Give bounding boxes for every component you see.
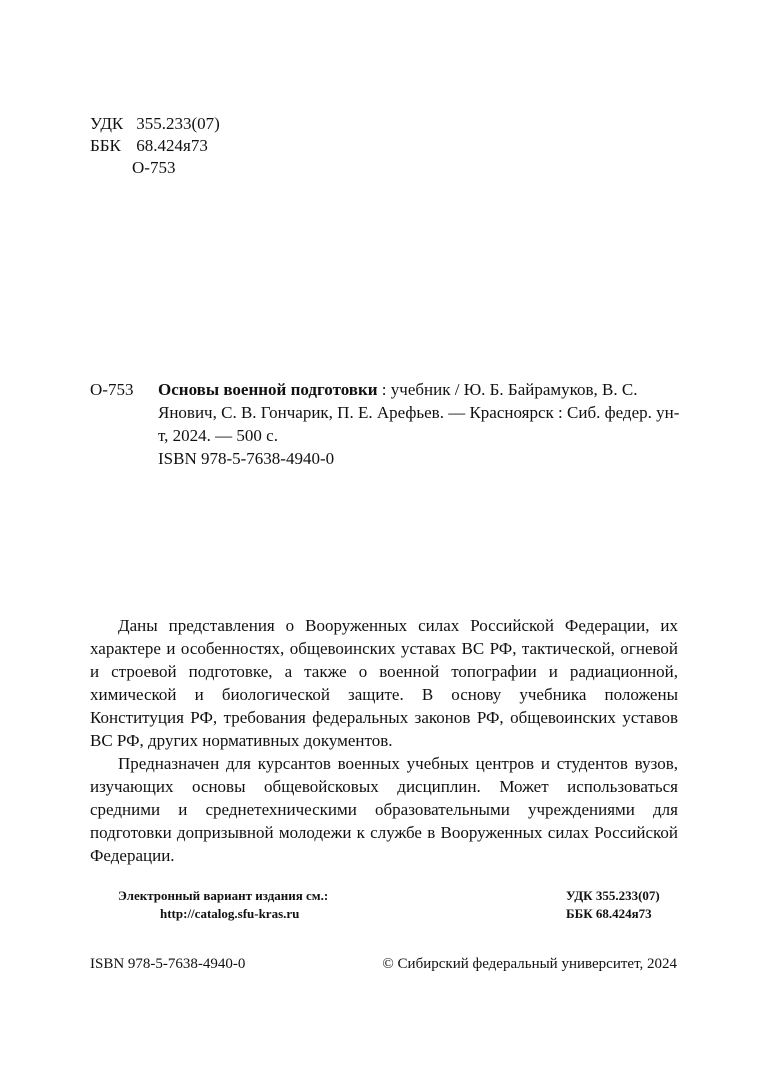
electronic-version-url[interactable]: http://catalog.sfu-kras.ru bbox=[160, 906, 300, 921]
abstract-paragraph-2: Предназначен для курсантов военных учебных центров и студентов вузов, изучающих основы общевойсковых дисциплин. Может использоваться средними и среднетехническими образовательными учреждениями для подготовки допризывной молодежи к службе в Вооруженных силах Российской Федерации. bbox=[90, 754, 678, 865]
bbk-repeat: ББК 68.424я73 bbox=[566, 906, 652, 921]
bib-description bbox=[158, 378, 680, 447]
abstract bbox=[90, 614, 678, 867]
udk-value: 355.233(07) bbox=[136, 114, 220, 133]
bbk-label: ББК bbox=[90, 136, 121, 155]
bib-code: О-753 bbox=[90, 380, 134, 399]
bib-details: : учебник / Ю. Б. Байрамуков, В. С. Янович, С. В. Гончарик, П. Е. Арефьев. — Красноярск : Сиб. федер. ун-т, 2024. — 500 с. bbox=[158, 380, 680, 445]
udk-repeat: УДК 355.233(07) bbox=[566, 888, 660, 903]
author-mark: О-753 bbox=[132, 158, 176, 177]
footer-isbn: ISBN 978-5-7638-4940-0 bbox=[90, 956, 246, 972]
footer-copyright: © Сибирский федеральный университет, 2024 bbox=[382, 956, 677, 972]
electronic-version-label: Электронный вариант издания см.: bbox=[118, 888, 329, 903]
bbk-line bbox=[90, 135, 208, 157]
udk-line bbox=[90, 113, 220, 135]
book-title: Основы военной подготовки bbox=[158, 380, 378, 399]
bbk-value: 68.424я73 bbox=[136, 136, 208, 155]
bibliographic-record bbox=[90, 378, 680, 470]
udk-label: УДК bbox=[90, 114, 124, 133]
bib-isbn: ISBN 978-5-7638-4940-0 bbox=[158, 449, 335, 468]
abstract-paragraph-1: Даны представления о Вооруженных силах Российской Федерации, их характере и особенностях, общевоинских уставах ВС РФ, тактической, огневой и строевой подготовке, а также о военной топографии и радиационной, химической и биологической защите. В основу учебника положены Конституция РФ, требования федеральных законов РФ, общевоинских уставов ВС РФ, других нормативных документов. bbox=[90, 616, 678, 750]
